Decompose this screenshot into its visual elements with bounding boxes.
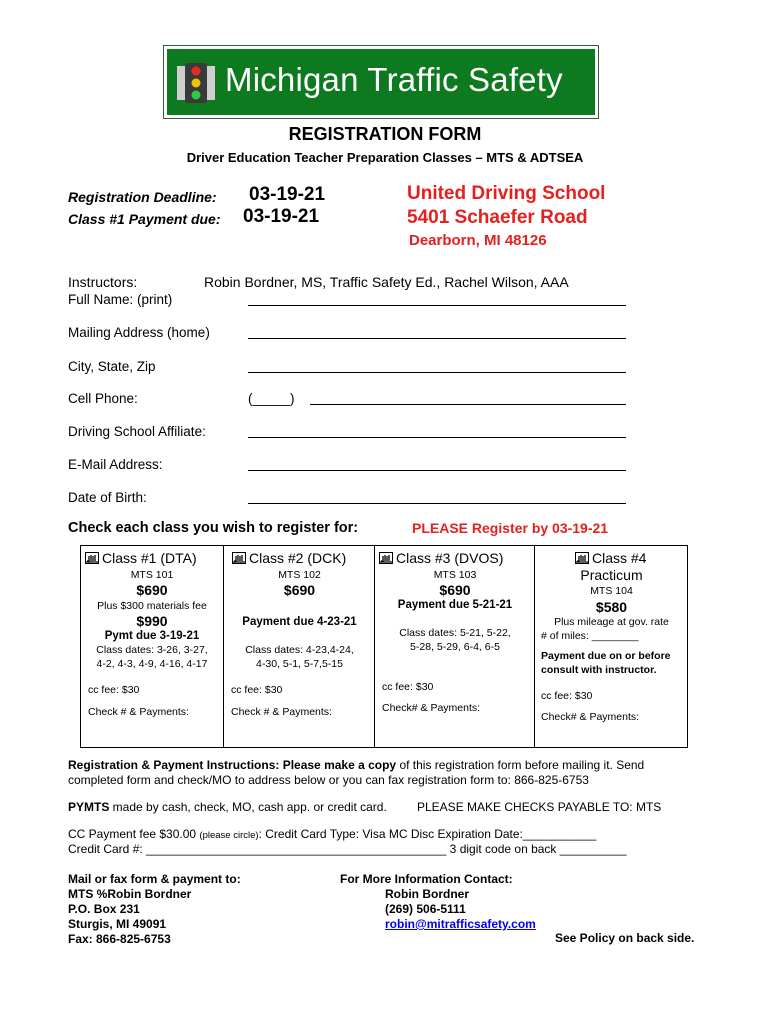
class-1-name: Class #1 (DTA) [102,550,197,566]
form-subtitle: Driver Education Teacher Preparation Classes – MTS & ADTSEA [186,150,584,165]
class-1-cc-fee: cc fee: $30 [88,684,140,696]
class-1-payment-due: Pymt due 3-19-21 [104,630,200,642]
contact-heading: For More Information Contact: [340,872,513,886]
location-name: United Driving School [407,183,606,204]
pymts-label: PYMTS [68,800,110,814]
city-state-zip-label: City, State, Zip [68,359,156,374]
class-4-cc-fee: cc fee: $30 [541,690,593,702]
email-address-label: E-Mail Address: [68,457,163,472]
class-4-mileage: Plus mileage at gov. rate [554,616,669,628]
checkbox-icon[interactable] [575,552,589,564]
class-selection-heading: Check each class you wish to register for: [68,520,359,536]
class-3-price: $690 [439,582,471,598]
contact-name: Robin Bordner [385,887,469,901]
logo-text: Michigan Traffic Safety [225,61,563,98]
cell-phone-label: Cell Phone: [68,391,138,406]
cc-fee-text: CC Payment fee $30.00 [68,827,200,841]
class-2-cc-fee: cc fee: $30 [231,684,283,696]
mail-to-line: MTS %Robin Bordner [68,887,192,901]
mailing-address-field[interactable] [248,338,626,339]
contact-block [385,887,536,932]
logo-banner [164,46,598,118]
please-circle-note: (please circle) [199,830,259,841]
class-2-price: $690 [283,582,316,598]
class-3-code: MTS 103 [433,569,477,581]
class-4-price: $580 [595,599,628,615]
class-2-code: MTS 102 [278,569,321,581]
class-4-code: MTS 104 [590,585,633,597]
class-1-dates-line-1: Class dates: 3-26, 3-27, [96,644,208,656]
checks-payable: PLEASE MAKE CHECKS PAYABLE TO: MTS [417,800,662,814]
instructors-label: Instructors: [68,274,138,290]
class-2-cell [223,546,375,747]
driving-school-affiliate-label: Driving School Affiliate: [68,424,206,439]
class-4-payment-due-line-1: Payment due on or before [541,650,671,662]
class-3-header[interactable] [379,550,503,566]
mail-to-line: P.O. Box 231 [68,902,140,916]
class-2-check-payments: Check # & Payments: [231,706,332,718]
instructions-line-2: completed form and check/MO to address below or you can fax registration form to: 866-825-6753 [68,773,589,787]
class-2-header[interactable] [232,550,346,566]
class-3-name: Class #3 (DVOS) [396,550,504,566]
checkbox-icon[interactable] [232,552,246,564]
class-4-miles-field[interactable]: # of miles: ________ [541,630,639,642]
cell-phone-field[interactable] [310,404,626,405]
instructions-line-1 [68,758,698,773]
location-city: Dearborn, MI 48126 [409,232,547,249]
form-title: REGISTRATION FORM [288,124,482,144]
register-by-note: PLEASE Register by 03-19-21 [412,520,609,536]
payment-due-date: 03-19-21 [243,206,320,227]
instructions-text: of this registration form before mailing it. Send [396,758,645,772]
class-1-header[interactable] [85,550,197,566]
class-3-cc-fee: cc fee: $30 [382,681,434,693]
checkbox-icon[interactable] [85,552,99,564]
mail-to-fax: Fax: 866-825-6753 [68,932,171,946]
class-1-total: $990 [136,613,168,629]
class-4-check-payments: Check# & Payments: [541,711,640,723]
class-3-check-payments: Check# & Payments: [382,702,481,714]
instructions-heading: Registration & Payment Instructions: Please make a copy [68,758,397,772]
full-name-field[interactable] [248,305,626,306]
date-of-birth-field[interactable] [248,503,626,504]
policy-note: See Policy on back side. [555,931,695,945]
class-1-cell [81,546,223,747]
class-2-dates-line-2: 4-30, 5-1, 5-7,5-15 [256,658,343,670]
pymts-text: made by cash, check, MO, cash app. or credit card. [109,800,387,814]
class-2-dates-line-1: Class dates: 4-23,4-24, [245,644,354,656]
mail-to-line: Sturgis, MI 49091 [68,917,167,931]
credit-card-number-field[interactable]: Credit Card #: _____________________________________________ 3 digit code on back __________ [68,842,627,856]
class-table [80,545,688,748]
class-3-payment-due: Payment due 5-21-21 [397,599,513,611]
traffic-light-icon [177,63,215,103]
location-street: 5401 Schaefer Road [407,207,588,228]
payment-methods [68,800,387,815]
class-1-materials-fee: Plus $300 materials fee [97,600,207,612]
mailing-address-label: Mailing Address (home) [68,325,210,340]
checkbox-icon[interactable] [379,552,393,564]
contact-email-link[interactable]: robin@mitrafficsafety.com [385,917,536,931]
class-1-dates-line-2: 4-2, 4-3, 4-9, 4-16, 4-17 [96,658,208,670]
registration-deadline-label: Registration Deadline: [68,189,217,205]
email-address-field[interactable] [248,470,626,471]
class-4-subtitle: Practicum [580,567,643,583]
city-state-zip-field[interactable] [248,372,626,373]
date-of-birth-label: Date of Birth: [68,490,147,505]
class-1-check-payments: Check # & Payments: [88,706,189,718]
class-4-payment-due-line-2: consult with instructor. [541,664,657,676]
registration-deadline-date: 03-19-21 [249,184,326,205]
class-1-code: MTS 101 [130,569,174,581]
driving-school-affiliate-field[interactable] [248,437,626,438]
class-4-header[interactable] [575,550,646,566]
class-3-dates-line-1: Class dates: 5-21, 5-22, [399,627,511,639]
area-code-field[interactable]: (_____) [248,391,295,406]
class-2-payment-due: Payment due 4-23-21 [242,616,357,628]
mail-to-block [68,872,241,947]
cc-payment-line [68,827,596,843]
payment-due-label: Class #1 Payment due: [68,211,221,227]
mail-to-heading: Mail or fax form & payment to: [68,872,241,886]
full-name-label: Full Name: (print) [68,292,173,307]
class-3-cell [374,546,535,747]
class-4-cell [534,546,688,747]
credit-card-type-field[interactable]: : Credit Card Type: Visa MC Disc Expiration Date:___________ [258,827,597,841]
class-3-dates-line-2: 5-28, 5-29, 6-4, 6-5 [410,641,500,653]
contact-phone: (269) 506-5111 [385,902,466,916]
instructors-names: Robin Bordner, MS, Traffic Safety Ed., Rachel Wilson, AAA [204,274,569,290]
class-4-name: Class #4 [592,550,647,566]
class-1-price: $690 [136,582,168,598]
class-2-name: Class #2 (DCK) [249,550,347,566]
